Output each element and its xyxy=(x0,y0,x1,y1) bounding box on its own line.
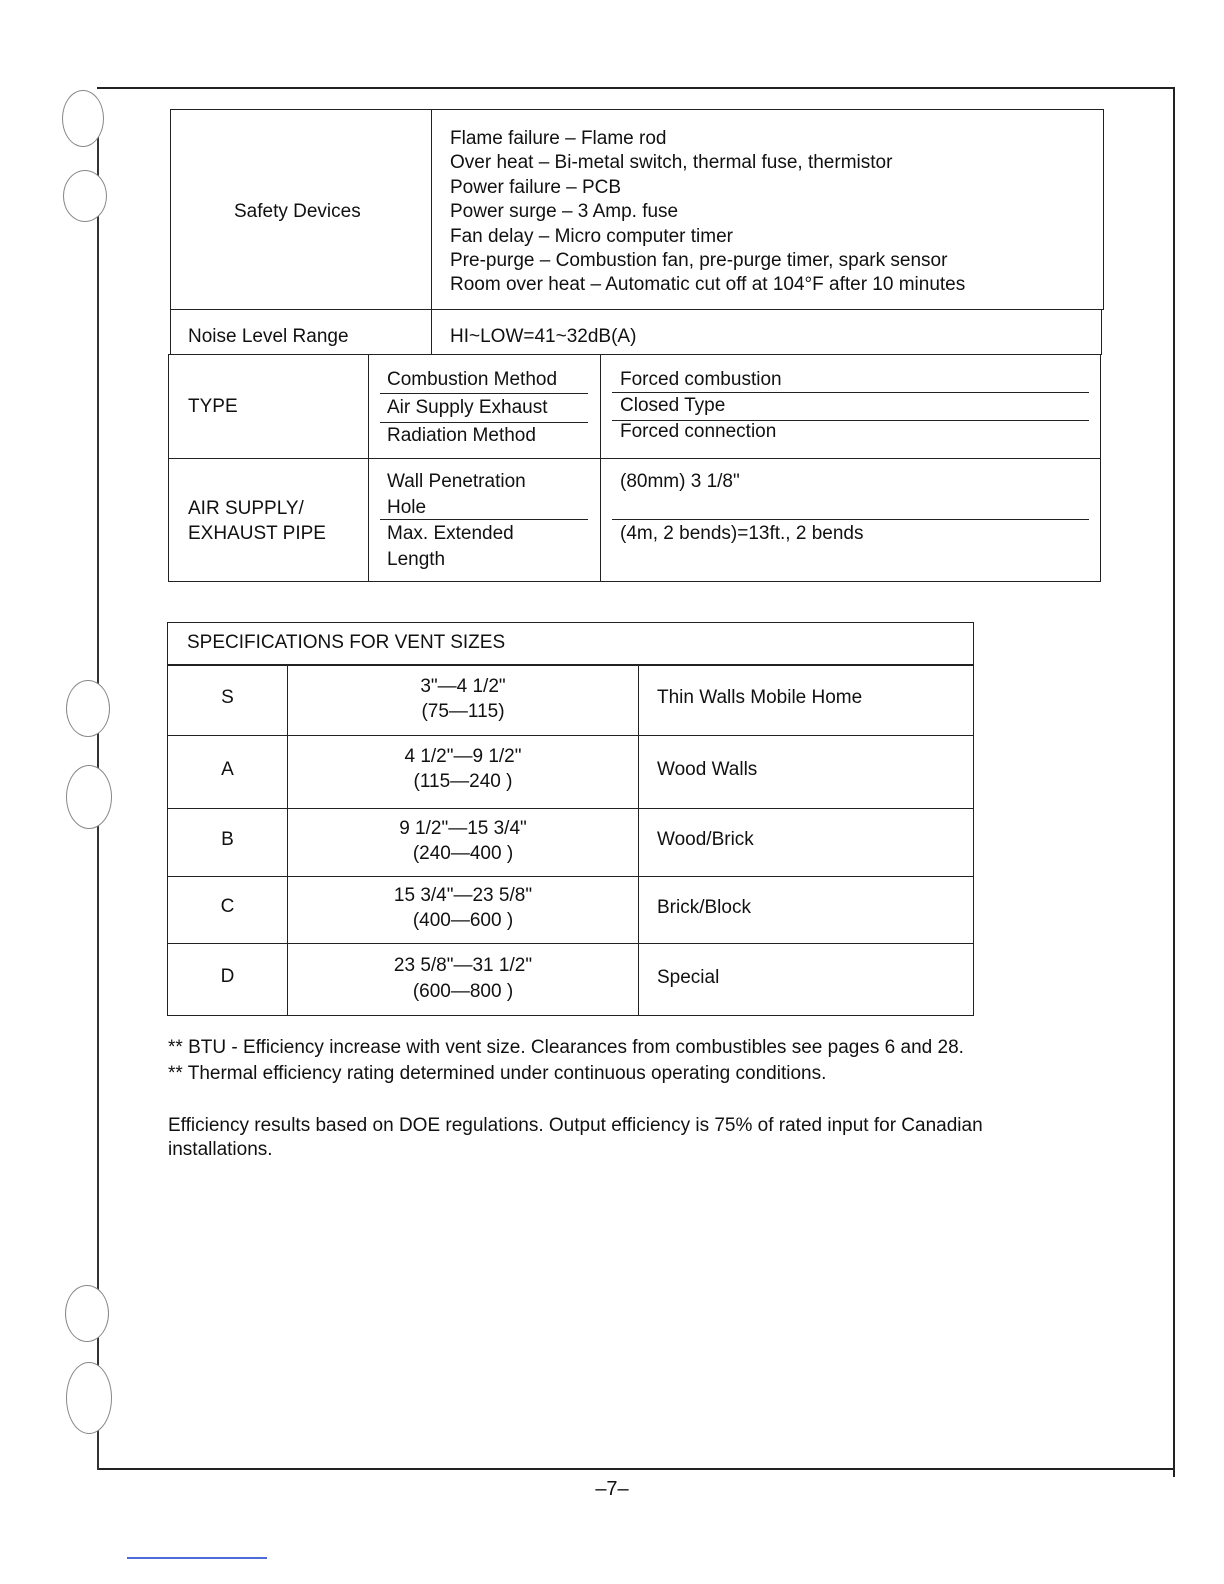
safety-item: Power surge – 3 Amp. fuse xyxy=(450,201,679,222)
vent-size-mm: (75—115) xyxy=(421,701,505,722)
type-label: TYPE xyxy=(188,396,238,417)
vent-size-mm: (115—240 ) xyxy=(413,771,513,792)
vent-description: Wood/Brick xyxy=(657,829,754,850)
vent-code: C xyxy=(220,896,235,917)
pipe-row-name: Wall Penetration xyxy=(387,471,526,492)
pipe-row-name: Max. Extended xyxy=(387,523,514,544)
pipe-label: AIR SUPPLY/ xyxy=(188,498,304,519)
type-row-value: Closed Type xyxy=(620,395,726,416)
vent-size-mm: (240—400 ) xyxy=(412,843,514,864)
type-divider xyxy=(612,420,1089,421)
safety-item: Room over heat – Automatic cut off at 104°F after 10 minutes xyxy=(450,274,966,295)
safety-item: Power failure – PCB xyxy=(450,177,622,198)
noise-label: Noise Level Range xyxy=(188,326,349,347)
vent-size-mm: (600—800 ) xyxy=(412,981,514,1002)
vent-size-inches: 4 1/2"—9 1/2" xyxy=(404,746,522,767)
safety-item: Pre-purge – Combustion fan, pre-purge timer, spark sensor xyxy=(450,250,948,271)
efficiency-note-line2: installations. xyxy=(168,1139,273,1160)
vent-code: S xyxy=(221,687,234,708)
binder-hole xyxy=(66,1362,112,1434)
vent-size-inches: 23 5/8"—31 1/2" xyxy=(393,955,533,976)
vent-table-title: SPECIFICATIONS FOR VENT SIZES xyxy=(187,632,506,653)
binder-hole xyxy=(65,1285,109,1342)
pipe-label: EXHAUST PIPE xyxy=(188,523,326,544)
binder-hole xyxy=(66,680,110,737)
pipe-divider xyxy=(380,519,588,520)
safety-item: Flame failure – Flame rod xyxy=(450,128,667,149)
vent-code: A xyxy=(221,759,234,780)
noise-value: HI~LOW=41~32dB(A) xyxy=(450,326,637,347)
vent-size-inches: 15 3/4"—23 5/8" xyxy=(393,885,533,906)
vent-description: Thin Walls Mobile Home xyxy=(657,687,863,708)
vent-code: D xyxy=(220,966,235,987)
vent-size-mm: (400—600 ) xyxy=(412,910,514,931)
vent-code: B xyxy=(221,829,234,850)
pipe-row-value: (4m, 2 bends)=13ft., 2 bends xyxy=(620,523,864,544)
vent-size-inches: 9 1/2"—15 3/4" xyxy=(399,818,527,839)
binder-hole xyxy=(63,170,107,222)
link-underline xyxy=(127,1557,267,1559)
type-divider xyxy=(380,393,588,394)
vent-description: Brick/Block xyxy=(657,897,751,918)
type-divider xyxy=(612,392,1089,393)
safety-item: Fan delay – Micro computer timer xyxy=(450,226,733,247)
safety-devices-label: Safety Devices xyxy=(234,201,361,222)
type-row-name: Combustion Method xyxy=(387,369,558,390)
type-row-name: Radiation Method xyxy=(387,425,536,446)
page-frame-right xyxy=(1173,87,1175,1477)
safety-item: Over heat – Bi-metal switch, thermal fuse, thermistor xyxy=(450,152,893,173)
type-divider xyxy=(380,422,588,423)
pipe-row-name: Length xyxy=(387,549,446,570)
note-thermal: ** Thermal efficiency rating determined under continuous operating conditions. xyxy=(168,1063,827,1084)
pipe-row-name: Hole xyxy=(387,497,427,518)
efficiency-note-line1: Efficiency results based on DOE regulations. Output efficiency is 75% of rated input for Canadian xyxy=(168,1115,983,1136)
page-frame-top xyxy=(97,87,1175,89)
page-number: –7– xyxy=(595,1478,629,1500)
pipe-divider xyxy=(612,519,1089,520)
note-btu: ** BTU - Efficiency increase with vent size. Clearances from combustibles see pages 6 and 28. xyxy=(168,1037,964,1058)
vent-description: Special xyxy=(657,967,720,988)
binder-hole xyxy=(66,765,112,829)
vent-size-inches: 3"—4 1/2" xyxy=(420,676,506,697)
pipe-row-value: (80mm) 3 1/8" xyxy=(620,471,740,492)
type-row-value: Forced combustion xyxy=(620,369,782,390)
page-frame-bottom xyxy=(97,1468,1175,1470)
type-row-value: Forced connection xyxy=(620,421,777,442)
vent-description: Wood Walls xyxy=(657,759,758,780)
type-row-name: Air Supply Exhaust xyxy=(387,397,548,418)
binder-hole xyxy=(62,90,104,147)
